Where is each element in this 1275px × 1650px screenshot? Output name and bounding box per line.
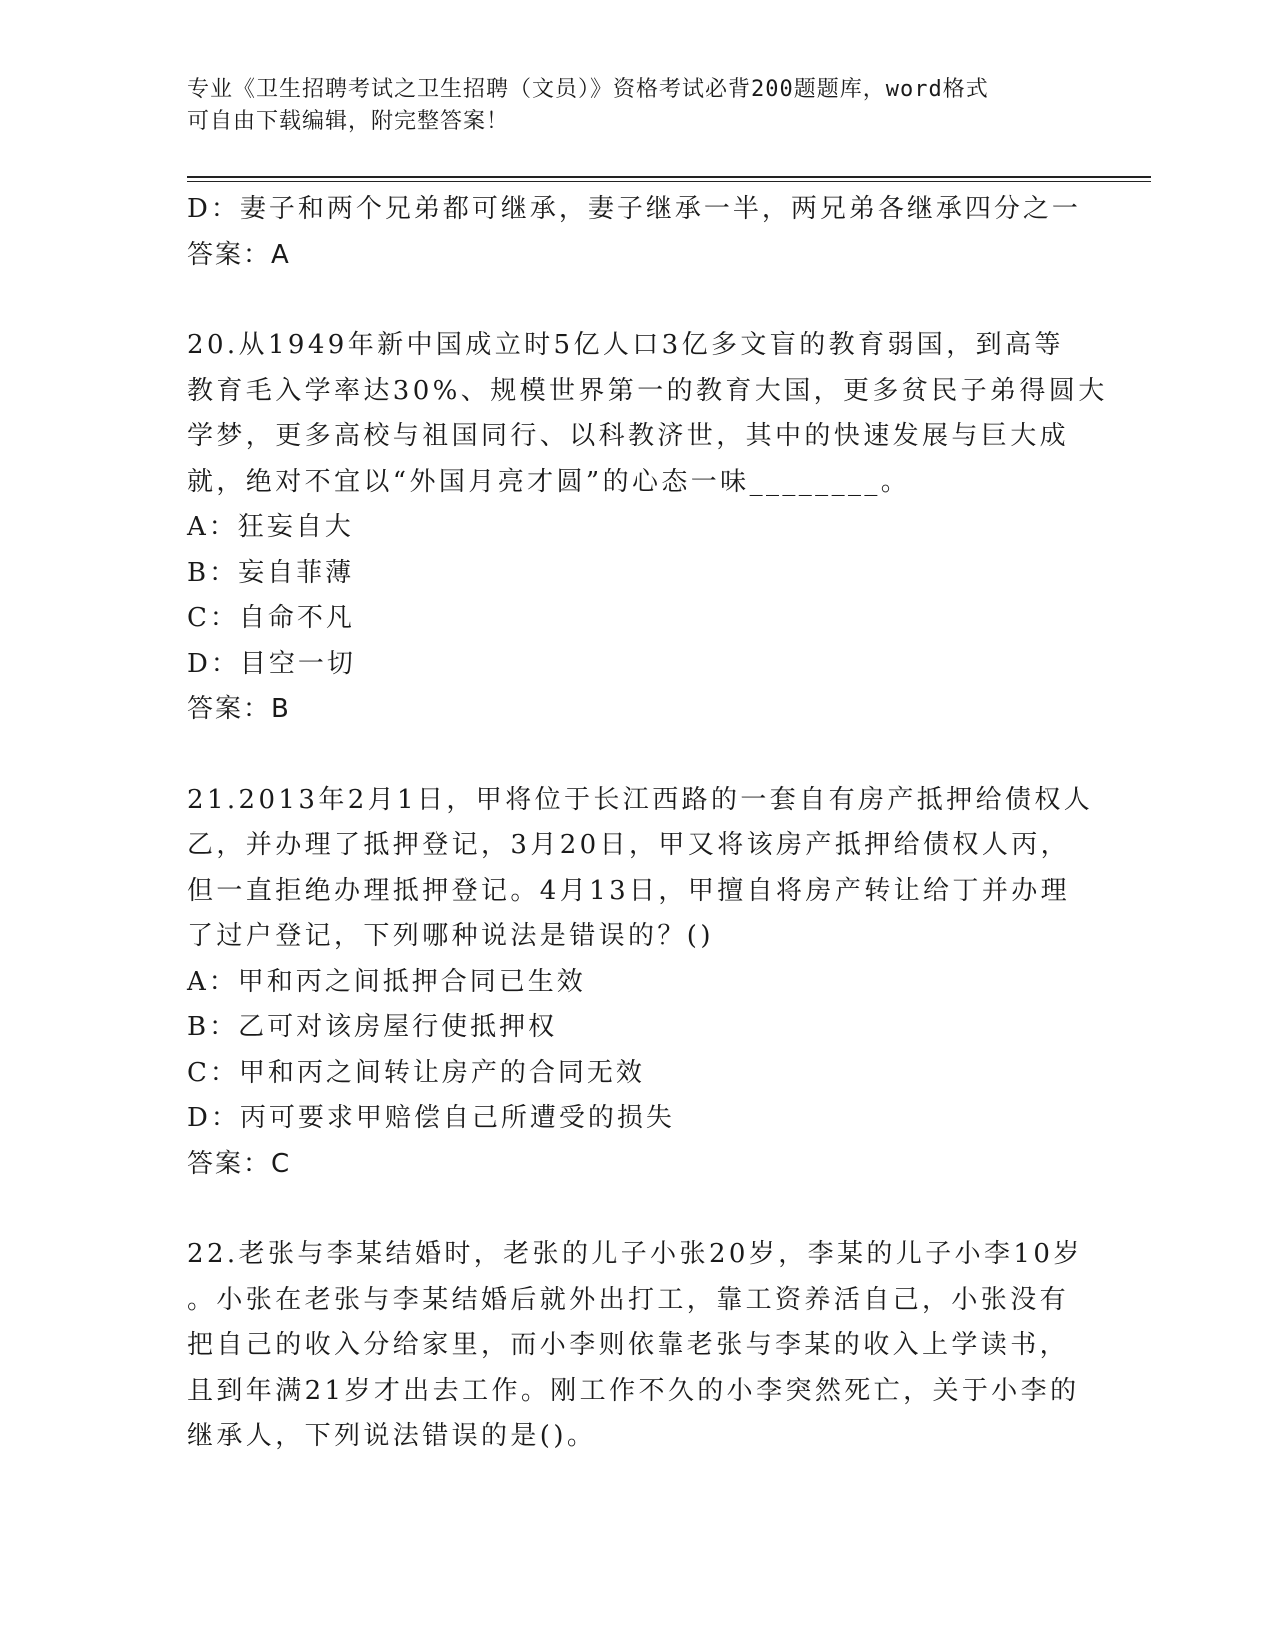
question-stem-line: 教育毛入学率达30%、规模世界第一的教育大国，更多贫民子弟得圆大 <box>187 375 1108 406</box>
question-stem-line: 就，绝对不宜以“外国月亮才圆”的心态一味________。 <box>187 466 911 497</box>
question-stem-line: 21.2013年2月1日，甲将位于长江西路的一套自有房产抵押给债权人 <box>187 784 1094 815</box>
question-stem-line: 学梦，更多高校与祖国同行、以科教济世，其中的快速发展与巨大成 <box>187 421 1070 451</box>
question-stem-line: 但一直拒绝办理抵押登记。4月13日，甲擅自将房产转让给丁并办理 <box>187 875 1071 906</box>
question-stem-line: 且到年满21岁才出去工作。刚工作不久的小李突然死亡，关于小李的 <box>187 1375 1080 1406</box>
option-d: D：丙可要求甲赔偿自己所遭受的损失 <box>187 1103 675 1133</box>
header-line-1: 专业《卫生招聘考试之卫生招聘（文员）》资格考试必背200题题库，word格式 <box>187 77 989 102</box>
option-b: B：乙可对该房屋行使抵押权 <box>187 1012 558 1042</box>
header-rule-thin <box>187 181 1151 182</box>
carryover-answer: 答案：A <box>187 239 291 270</box>
carryover-option-d: D：妻子和两个兄弟都可继承，妻子继承一半，两兄弟各继承四分之一 <box>187 194 1081 224</box>
option-b: B：妄自菲薄 <box>187 557 355 588</box>
header-line-2: 可自由下载编辑，附完整答案！ <box>187 109 510 134</box>
answer-line: 答案：B <box>187 694 291 724</box>
document-header <box>187 74 1067 138</box>
option-a: A：甲和丙之间抵押合同已生效 <box>187 966 586 997</box>
option-c: C：甲和丙之间转让房产的合同无效 <box>187 1057 645 1088</box>
option-a: A：狂妄自大 <box>187 512 354 542</box>
question-20 <box>187 323 1108 733</box>
question-stem-line: 乙，并办理了抵押登记，3月20日，甲又将该房产抵押给债权人丙， <box>187 830 1071 860</box>
question-stem-line: 了过户登记，下列哪种说法是错误的？() <box>187 921 714 951</box>
question-stem-line: 。小张在老张与李某结婚后就外出打工，靠工资养活自己，小张没有 <box>187 1284 1070 1315</box>
question-content <box>187 187 1108 1460</box>
question-22 <box>187 1232 1087 1460</box>
option-c: C：自命不凡 <box>187 603 355 633</box>
answer-line: 答案：C <box>187 1148 292 1179</box>
question-stem-line: 22.老张与李某结婚时，老张的儿子小张20岁，李某的儿子小李10岁 <box>187 1239 1083 1269</box>
question-21 <box>187 778 1094 1188</box>
question-stem-line: 把自己的收入分给家里，而小李则依靠老张与李某的收入上学读书， <box>187 1330 1070 1360</box>
spacer <box>187 1187 1087 1232</box>
header-rule-thick <box>187 176 1151 178</box>
spacer <box>187 733 1087 778</box>
question-stem-line: 继承人，下列说法错误的是()。 <box>187 1421 597 1451</box>
spacer <box>187 278 1087 323</box>
question-stem-line: 20.从1949年新中国成立时5亿人口3亿多文盲的教育弱国，到高等 <box>187 330 1064 360</box>
option-d: D：目空一切 <box>187 648 356 679</box>
